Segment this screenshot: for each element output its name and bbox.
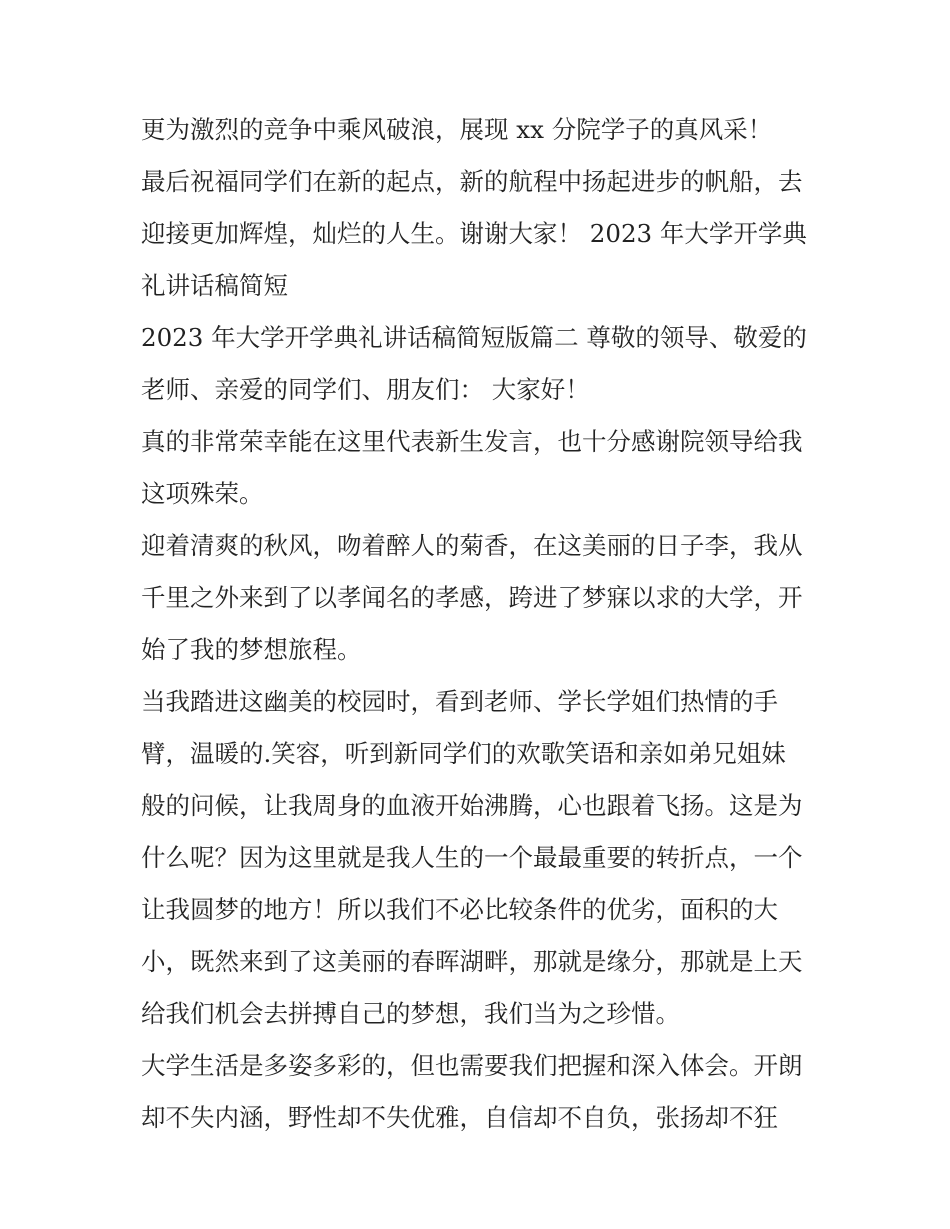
text-line: 始了我的梦想旅程。 — [141, 635, 362, 664]
text-line: 却不失内涵，野性却不失优雅，自信却不自负，张扬却不狂 — [141, 1103, 778, 1132]
text-line: 礼讲话稿简短 — [141, 271, 288, 300]
text-line: 什么呢？因为这里就是我人生的一个最最重要的转折点，一个 — [141, 843, 803, 872]
text-line: 当我踏进这幽美的校园时，看到老师、学长学姐们热情的手 — [141, 687, 778, 716]
text-line: 小，既然来到了这美丽的春晖湖畔，那就是缘分，那就是上天 — [141, 947, 803, 976]
text-line: 般的问候，让我周身的血液开始沸腾，心也跟着飞扬。这是为 — [141, 791, 803, 820]
text-line: 真的非常荣幸能在这里代表新生发言，也十分感谢院领导给我 — [141, 427, 803, 456]
text-line: 迎着清爽的秋风，吻着醉人的菊香，在这美丽的日子李，我从 — [141, 531, 803, 560]
text-line: 这项殊荣。 — [141, 479, 264, 508]
text-line: 臂，温暖的.笑容，听到新同学们的欢歌笑语和亲如弟兄姐妹 — [141, 739, 786, 768]
text-line: 给我们机会去拼搏自己的梦想，我们当为之珍惜。 — [141, 999, 680, 1028]
text-line: 千里之外来到了以孝闻名的孝感，跨进了梦寐以求的大学，开 — [141, 583, 803, 612]
text-line: 2023 年大学开学典礼讲话稿简短版篇二 尊敬的领导、敬爱的 — [141, 323, 807, 352]
text-line: 更为激烈的竞争中乘风破浪，展现 xx 分院学子的真风采！ — [141, 115, 773, 144]
text-line: 大学生活是多姿多彩的，但也需要我们把握和深入体会。开朗 — [141, 1051, 803, 1080]
text-line: 迎接更加辉煌，灿烂的人生。谢谢大家！ 2023 年大学开学典 — [141, 219, 807, 248]
text-line: 让我圆梦的地方！所以我们不必比较条件的优劣，面积的大 — [141, 895, 778, 924]
text-line: 最后祝福同学们在新的起点，新的航程中扬起进步的帆船，去 — [141, 167, 803, 196]
document-body — [141, 104, 821, 1144]
text-line: 老师、亲爱的同学们、朋友们： 大家好！ — [141, 375, 590, 404]
